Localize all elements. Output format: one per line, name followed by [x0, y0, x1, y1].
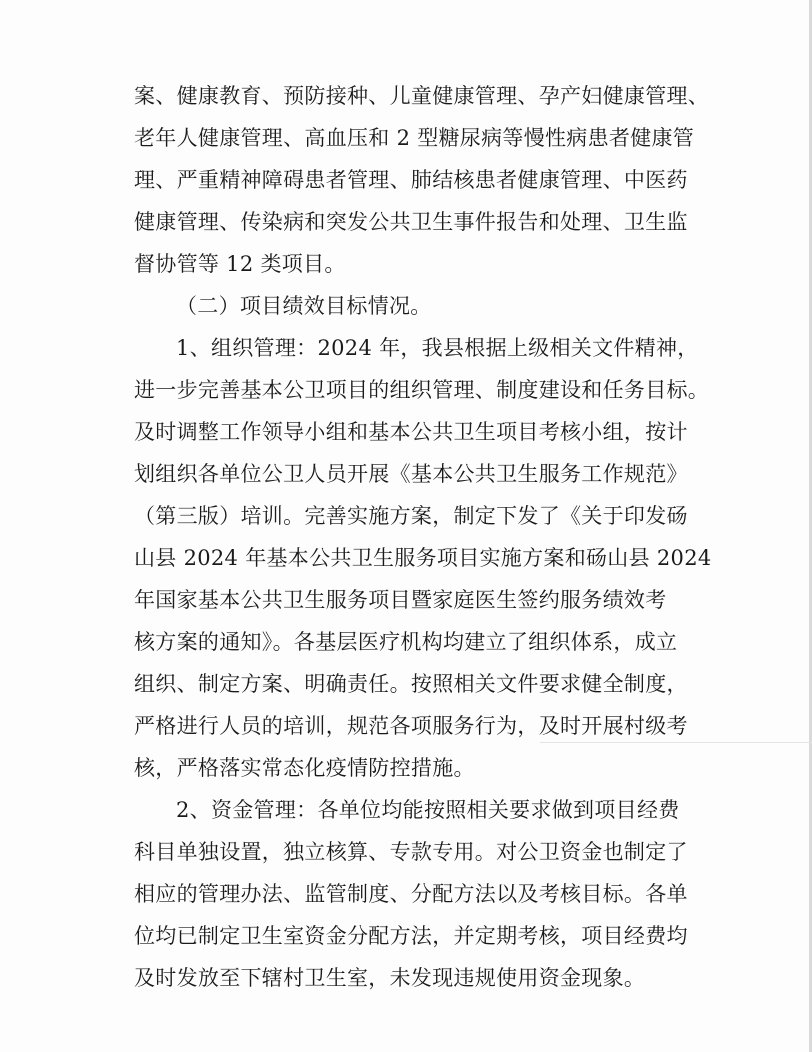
paragraph-line: 老年人健康管理、高血压和 2 型糖尿病等慢性病患者健康管 [134, 126, 695, 150]
paragraph-line: 2、资金管理：各单位均能按照相关要求做到项目经费 [176, 798, 680, 822]
paragraph-line: 及时发放至下辖村卫生室，未发现违规使用资金现象。 [134, 966, 646, 990]
paragraph-line: 科目单独设置，独立核算、专款专用。对公卫资金也制定了 [134, 840, 688, 864]
paragraph-line: 划组织各单位公卫人员开展《基本公共卫生服务工作规范》 [134, 462, 688, 486]
paragraph-line: 进一步完善基本公卫项目的组织管理、制度建设和任务目标。 [134, 378, 710, 402]
paragraph-line: （第三版）培训。完善实施方案，制定下发了《关于印发砀 [134, 504, 688, 528]
paragraph-line: 健康管理、传染病和突发公共卫生事件报告和处理、卫生监 [134, 210, 688, 234]
paragraph-line: 核方案的通知》。各基层医疗机构均建立了组织体系，成立 [134, 630, 678, 654]
paragraph-line: 组织、制定方案、明确责任。按照相关文件要求健全制度， [134, 672, 688, 696]
paragraph-line: 1、组织管理：2024 年，我县根据上级相关文件精神， [176, 336, 699, 360]
scan-mark [540, 742, 812, 743]
paragraph-line: 严格进行人员的培训，规范各项服务行为，及时开展村级考 [134, 714, 688, 738]
paragraph-line: 位均已制定卫生室资金分配方法，并定期考核，项目经费均 [134, 924, 688, 948]
paragraph-line: 及时调整工作领导小组和基本公共卫生项目考核小组，按计 [134, 420, 688, 444]
paragraph-line: 山县 2024 年基本公共卫生服务项目实施方案和砀山县 2024 [134, 546, 712, 570]
paragraph-line: 理、严重精神障碍患者管理、肺结核患者健康管理、中医药 [134, 168, 688, 192]
paragraph-line: 案、健康教育、预防接种、儿童健康管理、孕产妇健康管理、 [134, 84, 710, 108]
paragraph-line: 相应的管理办法、监管制度、分配方法以及考核目标。各单 [134, 882, 688, 906]
paragraph-line: 核，严格落实常态化疫情防控措施。 [134, 756, 475, 780]
paragraph-line: 督协管等 12 类项目。 [134, 252, 346, 276]
paragraph-line: 年国家基本公共卫生服务项目暨家庭医生签约服务绩效考 [134, 588, 667, 612]
section-heading: （二）项目绩效目标情况。 [176, 294, 432, 318]
